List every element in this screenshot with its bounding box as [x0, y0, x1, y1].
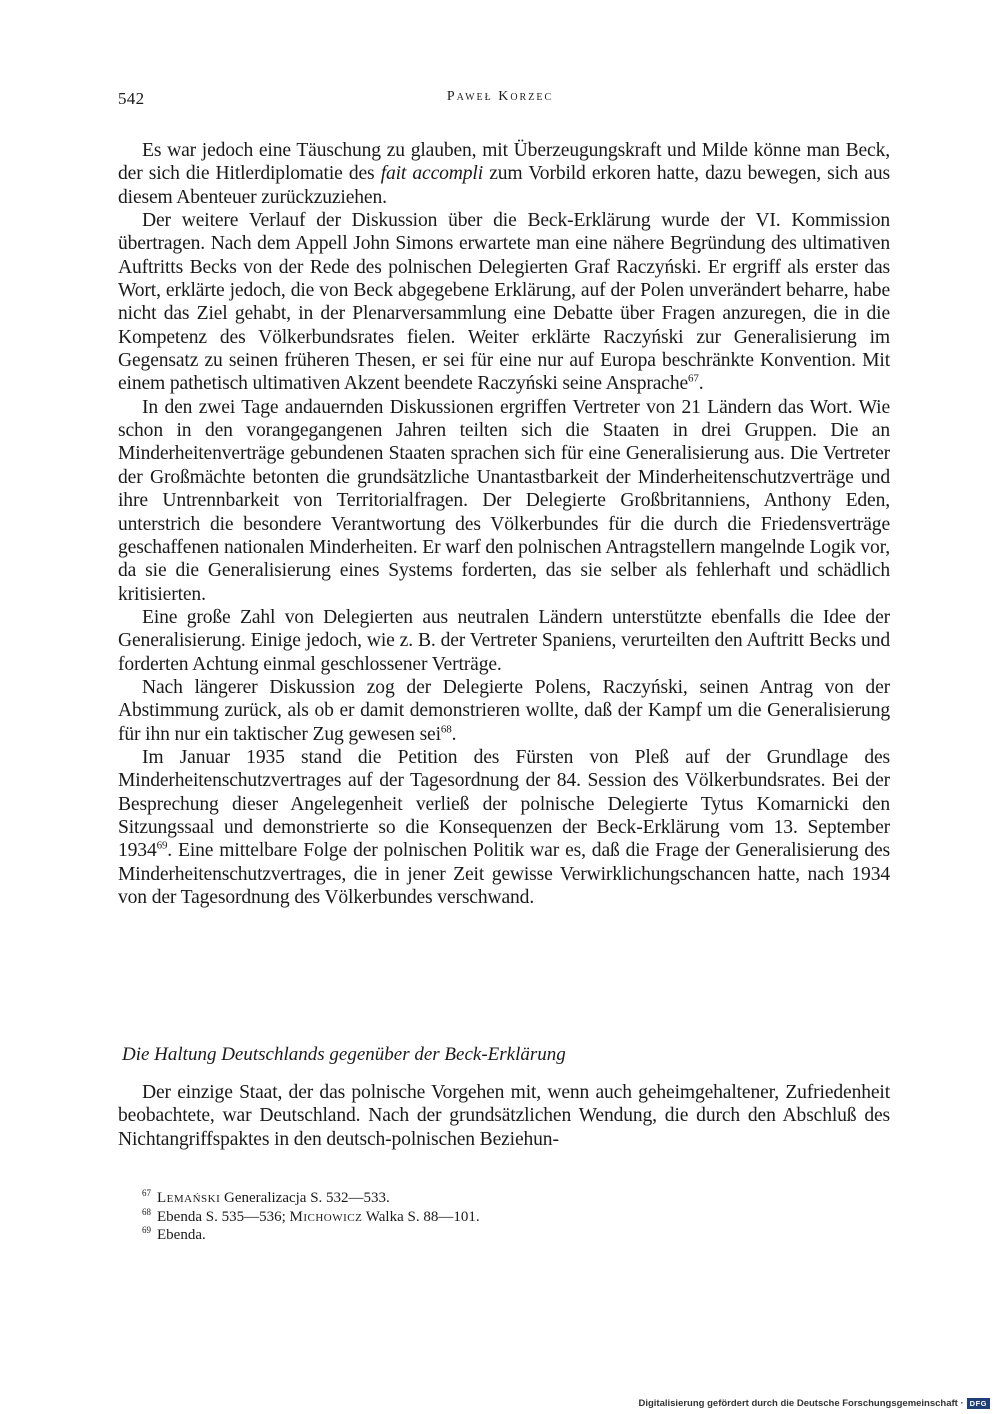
running-head: Paweł Korzec	[446, 89, 554, 104]
section-heading: Die Haltung Deutschlands gegenüber der Beck-Erklärung	[122, 1044, 566, 1065]
paragraph: Nach längerer Diskussion zog der Delegierte Polens, Raczyński, seinen Antrag von der Abstimmung zurück, als ob er damit demonstrieren wollte, daß der Kampf um die Generalisierung für ihn nur ein taktischer Zug gewesen sei$^{68}$.	[118, 676, 890, 745]
footnote-ref[interactable]: 68	[440, 723, 452, 736]
body-text	[118, 139, 890, 909]
paragraph: Im Januar 1935 stand die Petition des Fürsten von Pleß auf der Grundlage des Minderheitenschutzvertrages auf der Tagesordnung der 84. Session des Völkerbundsrates. Bei der Besprechung dieser Angelegenheit verließ der polnische Delegierte Tytus Komarnicki den Sitzungssaal und demonstrierte so die Konsequenzen der Beck-Erklärung vom 13. September 1934$^{69}$. Eine mittelbare Folge der polnischen Politik war es, daß die Frage der Generalisierung des Minderheitenschutzvertrages, die in jener Zeit gewisse Verwirklichungschancen hatte, nach 1934 von der Tagesordnung des Völkerbundes verschwand.	[118, 746, 890, 908]
footnote: $^{69}$ Ebenda.	[142, 1225, 206, 1244]
paragraph: Eine große Zahl von Delegierten aus neutralen Ländern unterstützte ebenfalls die Idee der Generalisierung. Einige jedoch, wie z. B. der Vertreter Spaniens, verurteilten den Auftritt Becks und forderten Achtung einmal geschlossener Verträge.	[118, 606, 890, 675]
footnote-ref[interactable]: 69	[156, 839, 168, 852]
footnote-ref[interactable]: 67	[688, 372, 699, 385]
digitization-credit	[638, 1398, 990, 1409]
footnotes	[142, 1189, 480, 1245]
page-number: 542	[118, 89, 145, 108]
section-body	[118, 1081, 890, 1151]
footnote-author: Lemański	[157, 1190, 221, 1206]
credit-text: Digitalisierung gefördert durch die Deutsche Forschungsgemeinschaft ·	[638, 1398, 964, 1409]
footnote-number: 67	[142, 1188, 151, 1198]
footnote: $^{67}$ Lemański Generalizacja S. 532—533.	[142, 1188, 390, 1206]
footnote-number: 69	[142, 1225, 151, 1236]
italic-term: fait accompli	[380, 163, 484, 185]
footnote-number: 68	[142, 1206, 151, 1217]
paragraph: Der weitere Verlauf der Diskussion über die Beck-Erklärung wurde der VI. Kommission übertragen. Nach dem Appell John Simons erwartete man eine nähere Begründung des ultimativen Auftritts Becks von der Rede des polnischen Delegierten Graf Raczyński. Er ergriff als erster das Wort, erklärte jedoch, die von Beck abgegebene Erklärung, auf der Polen unverändert beharre, habe nicht das Ziel gehabt, in der Plenarversammlung eine Debatte über Fragen anzuregen, die in die Kompetenz des Völkerbundsrates fielen. Weiter erklärte Raczyński zur Generalisierung im Gegensatz zu seinen früheren Thesen, er sei für eine nur auf Europa beschränkte Konvention. Mit einem pathetisch ultimativen Akzent beendete Raczyński seine Ansprache$^{67}$.	[118, 210, 890, 395]
paragraph: Der einzige Staat, der das polnische Vorgehen mit, wenn auch geheimgehaltener, Zufriedenheit beobachtete, war Deutschland. Nach der grundsätzlichen Wendung, die durch den Abschluß des Nichtangriffspaktes in den deutsch-polnischen Beziehun-	[118, 1082, 890, 1150]
paragraph: Es war jedoch eine Täuschung zu glauben, mit Überzeugungskraft und Milde könne man Beck, der sich die Hitlerdiplomatie des fait accompli zum Vorbild erkoren hatte, dazu bewegen, sich aus diesem Abenteuer zurückzuziehen.	[118, 140, 890, 208]
footnote-author: Michowicz	[289, 1208, 363, 1225]
footnote: $^{68}$ Ebenda S. 535—536; Michowicz Walka S. 88—101.	[142, 1206, 480, 1225]
dfg-logo-icon: DFG	[967, 1398, 990, 1409]
paragraph: In den zwei Tage andauernden Diskussionen ergriffen Vertreter von 21 Ländern das Wort. Wie schon in den vorangegangenen Jahren teilten sich die Staaten in drei Gruppen. Die an Minderheitenverträge gebundenen Staaten sprachen sich für eine Generalisierung aus. Die Vertreter der Großmächte betonten die grundsätzliche Unantastbarkeit der Minderheitenschutzverträge und ihre Untrennbarkeit von Territorialfragen. Der Delegierte Großbritanniens, Anthony Eden, unterstrich die besondere Verantwortung des Völkerbundes für die durch die Friedensverträge geschaffenen nationalen Minderheiten. Er warf den polnischen Antragstellern mangelnde Logik vor, da sie die Generalisierung eines Systems forderten, das sie selber als fehlerhaft und schädlich kritisierten.	[118, 396, 890, 605]
